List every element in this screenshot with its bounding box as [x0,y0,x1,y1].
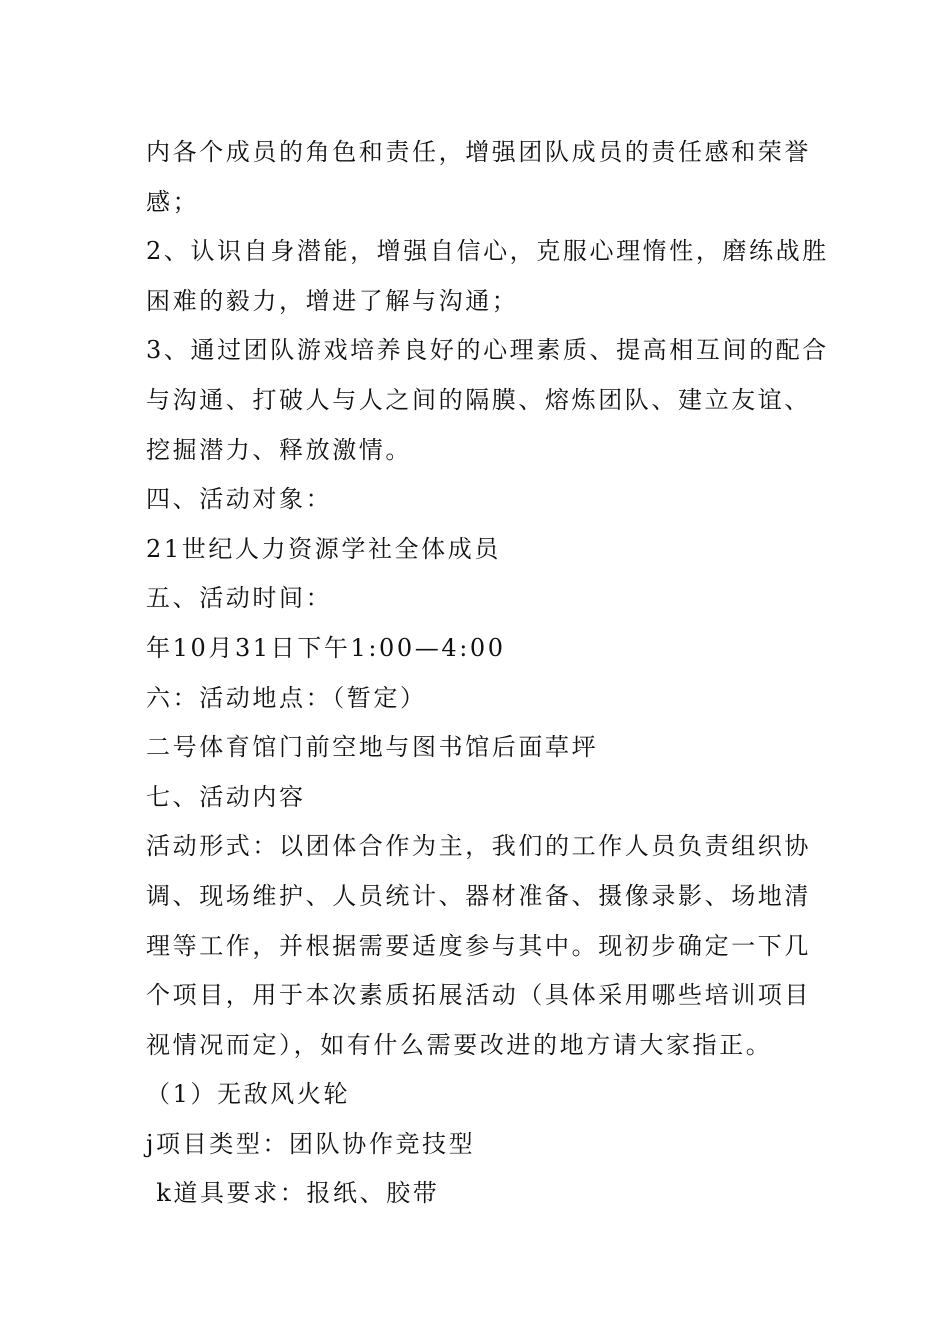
body-line: 感； [146,187,200,216]
section-heading: 七、活动内容 [146,782,306,811]
body-line: 内各个成员的角色和责任，增强团队成员的责任感和荣誉 [146,138,811,166]
list-item: （1）无敌风火轮 [146,1080,351,1109]
body-line: 个项目，用于本次素质拓展活动（具体采用哪些培训项目 [146,981,811,1010]
body-line: 2、认识自身潜能，增强自信心，克服心理惰性，磨练战胜 [146,237,829,266]
section-heading: 四、活动对象： [146,485,333,514]
body-line: 年10月31日下午1:00—4:00 [146,633,506,662]
body-line: 21世纪人力资源学社全体成员 [146,534,501,563]
body-line: 视情况而定），如有什么需要改进的地方请大家指正。 [146,1030,773,1059]
body-line: 活动形式：以团体合作为主，我们的工作人员负责组织协 [146,832,811,861]
list-item: k道具要求：报纸、胶带 [146,1179,440,1208]
body-line: 与沟通、打破人与人之间的隔膜、熔炼团队、建立友谊、 [146,385,811,414]
body-line: 困难的毅力，增进了解与沟通； [146,286,519,315]
list-item: j项目类型：团队协作竞技型 [146,1129,476,1158]
body-line: 调、现场维护、人员统计、器材准备、摄像录影、场地清 [146,881,811,910]
body-line: 3、通过团队游戏培养良好的心理素质、提高相互间的配合 [146,336,829,365]
section-heading: 五、活动时间： [146,584,333,613]
body-line: 理等工作，并根据需要适度参与其中。现初步确定一下几 [146,931,811,960]
section-heading: 六：活动地点：（暂定） [146,683,427,712]
body-line: 挖掘潜力、释放激情。 [146,435,412,464]
document-body [146,128,829,1219]
body-line: 二号体育馆门前空地与图书馆后面草坪 [146,733,599,762]
